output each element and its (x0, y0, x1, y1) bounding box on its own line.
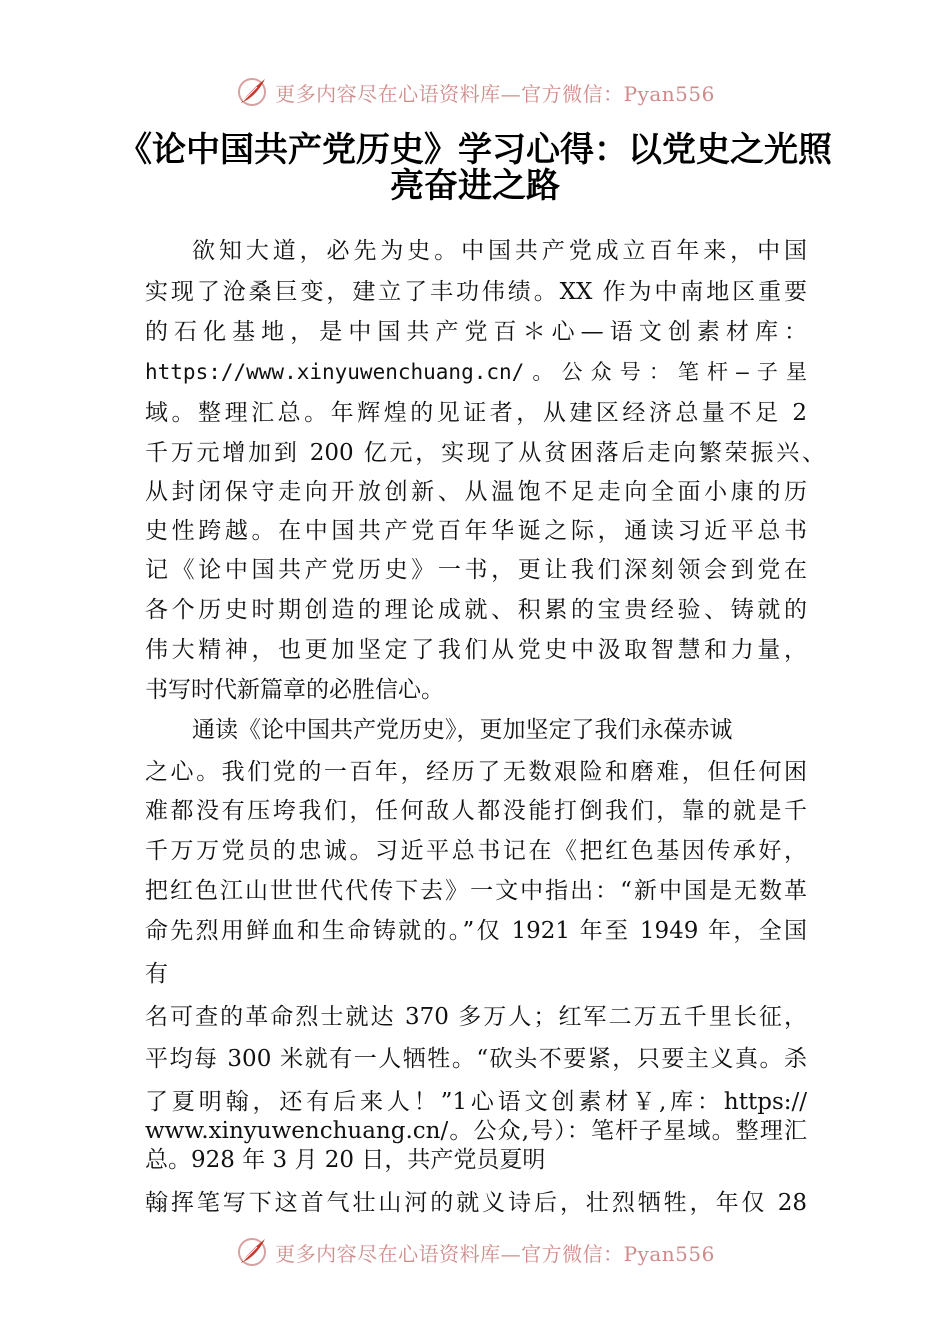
text-line: 有 (145, 961, 168, 987)
text-line: 书写时代新篇章的必胜信心。 (145, 677, 444, 703)
text-line: www.xinyuwenchuang.cn/。公众,号）：笔杆子星域。整理汇 (145, 1118, 807, 1144)
text-line: 伟大精神，也更加坚定了我们从党史中汲取智慧和力量， (145, 637, 807, 663)
text-line: 各个历史时期创造的理论成就、积累的宝贵经验、铸就的 (145, 597, 807, 623)
text-line: 翰挥笔写下这首气壮山河的就义诗后，壮烈牺牲，年仅 28 (145, 1190, 807, 1216)
text-line: https://www.xinyuwenchuang.cn/。公众号：笔杆—子星 (145, 360, 807, 384)
text-line: 史性跨越。在中国共产党百年华诞之际，通读习近平总书 (145, 518, 807, 544)
text-line: 实现了沧桑巨变，建立了丰功伟绩。XX 作为中南地区重要 (145, 279, 807, 305)
text-line: 千万元增加到 200 亿元，实现了从贫困落后走向繁荣振兴、 (145, 440, 825, 466)
text-line: 之心。我们党的一百年，经历了无数艰险和磨难，但任何困 (145, 759, 807, 785)
text-line: 通读《论中国共产党历史》，更加坚定了我们永葆赤诚 (192, 717, 733, 743)
text-line: 了夏明翰，还有后来人！”1心语文创素材￥,库：https:// (145, 1089, 807, 1115)
header-banner (0, 72, 950, 112)
text-line: 欲知大道，必先为史。中国共产党成立百年来，中国 (192, 238, 807, 264)
text-line: 总。928 年 3 月 20 日，共产党员夏明 (145, 1147, 546, 1173)
footer-banner (0, 1232, 950, 1272)
text-line: 命先烈用鲜血和生命铸就的。”仅 1921 年至 1949 年，全国 (145, 918, 807, 944)
text-line: 的石化基地，是中国共产党百＊心—语文创素材库： (145, 319, 807, 345)
header-banner-text: 更多内容尽在心语资料库—官方微信：Pyan556 (275, 81, 715, 106)
feather-circle-logo-icon (235, 75, 269, 109)
text-line: 名可查的革命烈士就达 370 多万人；红军二万五千里长征， (145, 1004, 807, 1030)
text-line: 千万万党员的忠诚。习近平总书记在《把红色基因传承好， (145, 838, 807, 864)
feather-circle-logo-icon (235, 1235, 269, 1269)
text-line: 难都没有压垮我们，任何敌人都没能打倒我们，靠的就是千 (145, 798, 807, 824)
footer-banner-text: 更多内容尽在心语资料库—官方微信：Pyan556 (275, 1241, 715, 1266)
text-line: 平均每 300 米就有一人牺牲。“砍头不要紧，只要主义真。杀 (145, 1046, 807, 1072)
text-line: 把红色江山世世代代传下去》一文中指出：“新中国是无数革 (145, 878, 807, 904)
text-line: 从封闭保守走向开放创新、从温饱不足走向全面小康的历 (145, 479, 807, 505)
text-line: 记《论中国共产党历史》一书，更让我们深刻领会到党在 (145, 557, 807, 583)
text-line: 域。整理汇总。年辉煌的见证者，从建区经济总量不足 2 (145, 400, 807, 426)
document-title: 《论中国共产党历史》学习心得：以党史之光照亮奋进之路 (118, 130, 832, 206)
